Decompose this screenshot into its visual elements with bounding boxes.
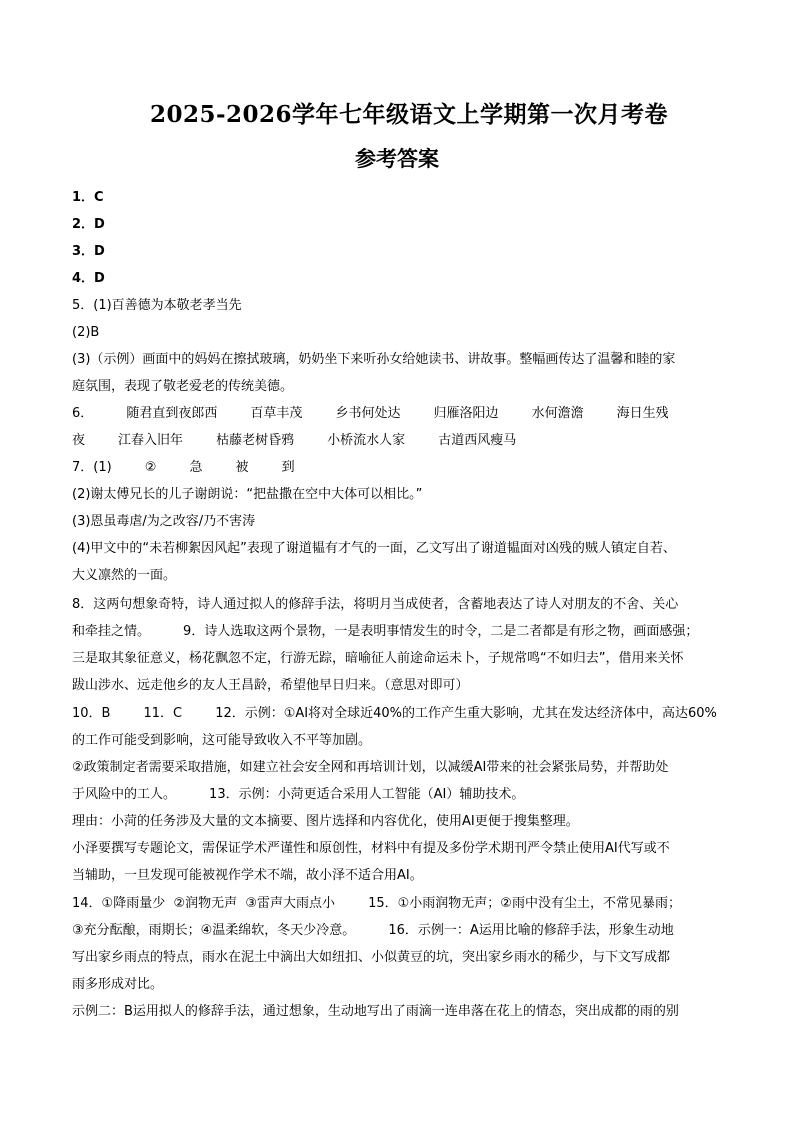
answer-line: 小泽要撰写专题论文，需保证学术严谨性和原创性，材料中有提及多份学术期刊严令禁止使用AI代写或不 [72,841,670,856]
answer-line: 夜 江春入旧年 枯藤老树昏鸦 小桥流水人家 古道西风瘦马 [72,433,517,448]
answer-line: 雨多形成对比。 [72,977,164,992]
answer-line: 5．(1)百善德为本敬老孝当先 [72,298,242,313]
answer-line: (2)谢太傅兄长的儿子谢朗说：“把盐撒在空中大体可以相比。” [72,487,423,502]
answer-line: 2．D [72,217,105,232]
answer-line: (4)甲文中的“未若柳絮因风起”表现了谢道韫有才气的一面，乙文写出了谢道韫面对凶残的贼人镇定自若、 [72,541,676,556]
answer-line: 8．这两句想象奇特，诗人通过拟人的修辞手法，将明月当成使者，含蓄地表达了诗人对朋友的不舍、关心 [72,597,679,612]
answer-line: 于风险中的工人。 13．示例：小菏更适合采用人工智能（AI）辅助技术。 [72,787,525,802]
answer-line: 和牵挂之情。 9．诗人选取这两个景物，一是表明事情发生的时令，二是二者都是有形之物，画面感强； [72,624,699,639]
answer-line: 14．①降雨量少 ②润物无声 ③雷声大雨点小 15．①小雨润物无声；②雨中没有尘土，不常见暴雨； [72,896,681,911]
answer-line: ②政策制定者需要采取措施，如建立社会安全网和再培训计划，以减缓AI带来的社会紧张局势，并帮助处 [72,760,669,775]
answer-line: 4．D [72,271,105,286]
answer-line: 大义凛然的一面。 [72,568,177,583]
answer-line: 当辅助，一旦发现可能被视作学术不端，故小泽不适合用AI。 [72,868,423,883]
answer-line: 的工作可能受到影响，这可能导致收入不平等加剧。 [72,733,372,748]
answer-line: 10．B 11．C 12．示例：①AI将对全球近40%的工作产生重大影响，尤其在发达经济体中，高达60% [72,706,717,721]
answer-line: (2)B [72,325,100,340]
answer-line: 示例二：B运用拟人的修辞手法，通过想象，生动地写出了雨滴一连串落在花上的情态，突出成都的雨的别 [72,1004,679,1019]
page-subtitle: 参考答案 [355,146,439,171]
answer-line: (3)（示例）画面中的妈妈在擦拭玻璃，奶奶坐下来听孙女给她读书、讲故事。整幅画传达了温馨和睦的家 [72,352,676,367]
page-title: 2025-2026学年七年级语文上学期第一次月考卷 [149,101,669,128]
answer-line: 理由：小菏的任务涉及大量的文本摘要、图片选择和内容优化，使用AI更便于搜集整理。 [72,814,579,829]
answer-line: 7．(1) ② 急 被 到 [72,460,295,475]
answer-line: 庭氛围，表现了敬老爱老的传统美德。 [72,379,294,394]
answer-line: ③充分酝酿，雨期长；④温柔绵软，冬天少冷意。 16．示例一：A运用比喻的修辞手法，形象生动地 [72,923,674,938]
answer-line: 3．D [72,244,105,259]
answer-line: (3)恩虽毒虐/为之改容/乃不害涛 [72,514,256,529]
answer-line: 1．C [72,190,104,205]
answer-line: 6． 随君直到夜郎西 百草丰茂 乡书何处达 归雁洛阳边 水何澹澹 海日生残 [72,406,669,421]
answer-line: 三是取其象征意义，杨花飘忽不定，行游无踪，暗喻征人前途命运未卜，子规常鸣“不如归去”，借用来关怀 [72,651,684,666]
answer-line: 跋山涉水、远走他乡的友人王昌龄，希望他早日归来。（意思对即可） [72,678,469,693]
answer-line: 写出家乡雨点的特点，雨水在泥土中滴出大如纽扣、小似黄豆的坑，突出家乡雨水的稀少，与下文写成都 [72,950,671,965]
